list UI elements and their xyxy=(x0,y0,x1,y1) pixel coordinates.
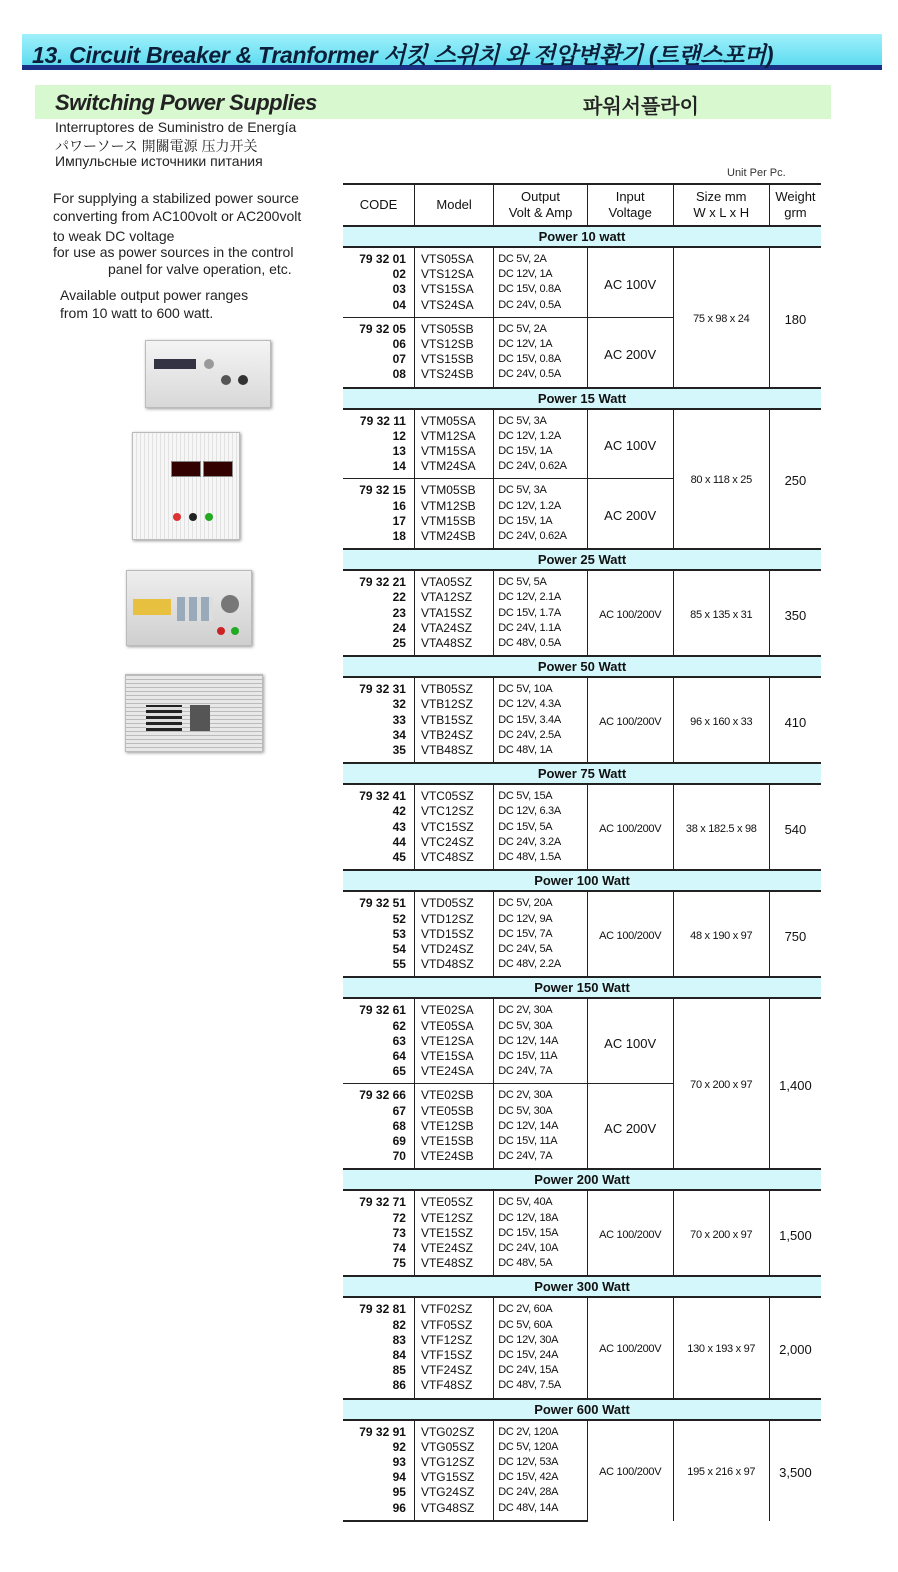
output-cell: DC 5V, 60A xyxy=(494,1318,588,1333)
header-label: Input xyxy=(615,189,645,204)
code-cell: 84 xyxy=(392,1347,406,1362)
product-image-dual-display-supply xyxy=(132,432,240,540)
model-cell: VTG15SZ xyxy=(414,1470,493,1485)
model-cell: VTS05SB xyxy=(414,317,493,337)
output-cell: DC 5V, 10A xyxy=(494,677,588,697)
weight-cell: 410 xyxy=(769,677,821,763)
header-label: Output xyxy=(520,189,561,204)
power-section-title: Power 10 watt xyxy=(343,226,821,247)
model-cell: VTB05SZ xyxy=(414,677,493,697)
size-cell: 75 x 98 x 24 xyxy=(673,247,769,388)
model-cell: VTB24SZ xyxy=(414,728,493,743)
code-cell: 72 xyxy=(392,1210,406,1225)
model-cell: VTA12SZ xyxy=(414,590,493,605)
input-voltage-cell: AC 100/200V xyxy=(587,1297,673,1398)
model-cell: VTS15SB xyxy=(414,352,493,367)
weight-cell: 180 xyxy=(769,247,821,388)
weight-cell: 2,000 xyxy=(769,1297,821,1398)
model-cell: VTM12SB xyxy=(414,499,493,514)
output-cell: DC 2V, 30A xyxy=(494,998,588,1018)
output-cell: DC 24V, 0.62A xyxy=(494,459,588,479)
code-cell: 04 xyxy=(392,297,406,312)
product-image-enclosed-supply xyxy=(125,674,263,752)
model-cell: VTM15SB xyxy=(414,514,493,529)
model-cell: VTF05SZ xyxy=(414,1318,493,1333)
table-row xyxy=(343,784,821,804)
code-cell: 53 xyxy=(392,926,406,941)
code-cell: 42 xyxy=(392,804,406,819)
output-cell: DC 15V, 11A xyxy=(494,1049,588,1064)
size-cell: 70 x 200 x 97 xyxy=(673,998,769,1169)
code-cell: 74 xyxy=(392,1240,406,1255)
code-cell: 73 xyxy=(392,1225,406,1240)
model-cell: VTE05SB xyxy=(414,1104,493,1119)
description-line: panel for valve operation, etc. xyxy=(108,261,292,277)
size-cell: 85 x 135 x 31 xyxy=(673,570,769,656)
code-cell: 64 xyxy=(392,1048,406,1063)
model-cell: VTF48SZ xyxy=(414,1378,493,1398)
output-cell: DC 12V, 6.3A xyxy=(494,804,588,819)
output-cell: DC 5V, 20A xyxy=(494,891,588,911)
model-cell: VTM15SA xyxy=(414,444,493,459)
model-cell: VTE05SZ xyxy=(414,1190,493,1210)
code-cell: 79 32 61 xyxy=(359,1003,406,1018)
description-line: for use as power sources in the control xyxy=(53,244,294,260)
model-cell: VTM24SA xyxy=(414,459,493,479)
product-image-bench-supply xyxy=(145,340,271,408)
column-header-model xyxy=(414,184,493,226)
size-cell: 48 x 190 x 97 xyxy=(673,891,769,977)
output-cell: DC 5V, 30A xyxy=(494,1019,588,1034)
code-cell: 95 xyxy=(392,1485,406,1500)
model-cell: VTG48SZ xyxy=(414,1501,493,1521)
model-cell: VTF12SZ xyxy=(414,1333,493,1348)
output-cell: DC 2V, 60A xyxy=(494,1297,588,1317)
input-voltage-cell: AC 100V xyxy=(587,998,673,1084)
code-cell: 83 xyxy=(392,1332,406,1347)
subtitle-russian: Импульсные источники питания xyxy=(55,153,263,169)
code-cell: 22 xyxy=(392,590,406,605)
output-cell: DC 15V, 15A xyxy=(494,1226,588,1241)
weight-cell: 750 xyxy=(769,891,821,977)
code-cell: 69 xyxy=(392,1133,406,1148)
header-label: Volt & Amp xyxy=(508,205,573,220)
model-cell: VTG02SZ xyxy=(414,1420,493,1440)
weight-cell: 540 xyxy=(769,784,821,870)
size-cell: 195 x 216 x 97 xyxy=(673,1420,769,1521)
input-voltage-cell: AC 100/200V xyxy=(587,1420,673,1521)
input-voltage-cell: AC 100/200V xyxy=(587,677,673,763)
code-cell: 33 xyxy=(392,712,406,727)
code-cell: 08 xyxy=(392,367,406,382)
code-cell: 07 xyxy=(392,352,406,367)
output-cell: DC 24V, 15A xyxy=(494,1363,588,1378)
code-cell: 52 xyxy=(392,911,406,926)
power-section-title: Power 75 Watt xyxy=(343,763,821,784)
code-cell: 06 xyxy=(392,337,406,352)
input-voltage-cell: AC 100V xyxy=(587,409,673,479)
table-row xyxy=(343,677,821,697)
output-cell: DC 12V, 1.2A xyxy=(494,499,588,514)
output-cell: DC 2V, 30A xyxy=(494,1084,588,1104)
code-cell: 62 xyxy=(392,1018,406,1033)
code-cell: 79 32 31 xyxy=(359,682,406,697)
model-cell: VTS15SA xyxy=(414,282,493,297)
model-cell: VTB48SZ xyxy=(414,743,493,763)
input-voltage-cell: AC 200V xyxy=(587,479,673,549)
power-section-header xyxy=(343,763,821,784)
output-cell: DC 48V, 14A xyxy=(494,1501,588,1521)
model-cell: VTE15SA xyxy=(414,1049,493,1064)
code-cell: 70 xyxy=(392,1149,406,1164)
column-header-weight xyxy=(769,184,821,226)
output-cell: DC 24V, 3.2A xyxy=(494,835,588,850)
table-row xyxy=(343,409,821,429)
size-cell: 38 x 182.5 x 98 xyxy=(673,784,769,870)
output-cell: DC 12V, 4.3A xyxy=(494,697,588,712)
input-voltage-cell: AC 100/200V xyxy=(587,891,673,977)
code-cell: 79 32 41 xyxy=(359,789,406,804)
model-cell: VTS12SA xyxy=(414,267,493,282)
code-cell: 23 xyxy=(392,605,406,620)
output-cell: DC 12V, 9A xyxy=(494,912,588,927)
output-cell: DC 48V, 2.2A xyxy=(494,957,588,977)
header-label: CODE xyxy=(359,197,398,212)
table-row xyxy=(343,570,821,590)
power-section-header xyxy=(343,1399,821,1420)
power-section-header xyxy=(343,977,821,998)
output-cell: DC 48V, 0.5A xyxy=(494,636,588,656)
code-cell: 63 xyxy=(392,1033,406,1048)
input-voltage-cell: AC 200V xyxy=(587,317,673,387)
power-section-title: Power 150 Watt xyxy=(343,977,821,998)
model-cell: VTM12SA xyxy=(414,429,493,444)
model-cell: VTE02SA xyxy=(414,998,493,1018)
model-cell: VTS24SB xyxy=(414,367,493,387)
code-cell: 79 32 15 xyxy=(343,479,414,499)
code-cell: 79 32 11 xyxy=(359,413,406,428)
code-cell: 34 xyxy=(392,727,406,742)
code-cell: 43 xyxy=(392,819,406,834)
output-cell: DC 15V, 11A xyxy=(494,1134,588,1149)
section-title-en: Switching Power Supplies xyxy=(55,90,317,115)
model-cell: VTS24SA xyxy=(414,298,493,318)
output-cell: DC 15V, 0.8A xyxy=(494,352,588,367)
code-cell: 82 xyxy=(392,1317,406,1332)
table-row xyxy=(343,998,821,1018)
table-row xyxy=(343,247,821,267)
code-cell: 79 32 05 xyxy=(343,317,414,337)
output-cell: DC 12V, 2.1A xyxy=(494,590,588,605)
output-cell: DC 12V, 53A xyxy=(494,1455,588,1470)
output-cell: DC 12V, 30A xyxy=(494,1333,588,1348)
output-cell: DC 48V, 5A xyxy=(494,1256,588,1276)
output-cell: DC 48V, 7.5A xyxy=(494,1378,588,1398)
input-voltage-cell: AC 100/200V xyxy=(587,570,673,656)
model-cell: VTD24SZ xyxy=(414,942,493,957)
output-cell: DC 2V, 120A xyxy=(494,1420,588,1440)
model-cell: VTA05SZ xyxy=(414,570,493,590)
size-cell: 130 x 193 x 97 xyxy=(673,1297,769,1398)
output-cell: DC 5V, 40A xyxy=(494,1190,588,1210)
weight-cell: 1,400 xyxy=(769,998,821,1169)
output-cell: DC 5V, 2A xyxy=(494,317,588,337)
model-cell: VTE15SB xyxy=(414,1134,493,1149)
weight-cell: 1,500 xyxy=(769,1190,821,1276)
model-cell: VTC48SZ xyxy=(414,850,493,870)
column-header-output xyxy=(494,184,588,226)
header-label: Model xyxy=(436,197,472,212)
input-voltage-cell: AC 100/200V xyxy=(587,1190,673,1276)
model-cell: VTA24SZ xyxy=(414,621,493,636)
input-voltage-cell: AC 100V xyxy=(587,247,673,317)
model-cell: VTA48SZ xyxy=(414,636,493,656)
code-cell: 94 xyxy=(392,1470,406,1485)
code-cell: 54 xyxy=(392,941,406,956)
power-section-header xyxy=(343,656,821,677)
model-cell: VTM05SA xyxy=(414,409,493,429)
weight-cell: 250 xyxy=(769,409,821,550)
code-cell: 32 xyxy=(392,697,406,712)
table-row xyxy=(343,891,821,911)
section-title-band xyxy=(35,85,831,119)
size-cell: 80 x 118 x 25 xyxy=(673,409,769,550)
output-cell: DC 12V, 1A xyxy=(494,337,588,352)
code-cell: 79 32 71 xyxy=(359,1195,406,1210)
output-cell: DC 5V, 120A xyxy=(494,1440,588,1455)
range-line: from 10 watt to 600 watt. xyxy=(60,305,214,321)
output-cell: DC 15V, 1A xyxy=(494,444,588,459)
code-cell: 75 xyxy=(392,1256,406,1271)
column-header-input-voltage xyxy=(587,184,673,226)
model-cell: VTE24SB xyxy=(414,1149,493,1169)
model-cell: VTG12SZ xyxy=(414,1455,493,1470)
header-label: Voltage xyxy=(608,205,652,220)
model-cell: VTM05SB xyxy=(414,479,493,499)
power-section-title: Power 200 Watt xyxy=(343,1169,821,1190)
header-label: grm xyxy=(784,205,807,220)
output-cell: DC 15V, 1A xyxy=(494,514,588,529)
weight-cell: 350 xyxy=(769,570,821,656)
description-line: For supplying a stabilized power source xyxy=(53,190,299,206)
code-cell: 17 xyxy=(392,513,406,528)
section-title-ko: 파워서플라이 xyxy=(583,96,699,118)
weight-cell: 3,500 xyxy=(769,1420,821,1521)
code-cell: 79 32 81 xyxy=(359,1302,406,1317)
model-cell: VTD12SZ xyxy=(414,912,493,927)
output-cell: DC 24V, 28A xyxy=(494,1485,588,1500)
input-voltage-cell: AC 200V xyxy=(587,1084,673,1170)
model-cell: VTE05SA xyxy=(414,1019,493,1034)
output-cell: DC 24V, 0.5A xyxy=(494,367,588,387)
output-cell: DC 12V, 1A xyxy=(494,267,588,282)
output-cell: DC 5V, 3A xyxy=(494,409,588,429)
output-cell: DC 15V, 24A xyxy=(494,1348,588,1363)
unit-note: Unit Per Pc. xyxy=(727,167,786,179)
power-section-title: Power 600 Watt xyxy=(343,1399,821,1420)
code-cell: 03 xyxy=(392,282,406,297)
power-section-header xyxy=(343,1169,821,1190)
code-cell: 86 xyxy=(392,1378,406,1393)
code-cell: 79 32 51 xyxy=(359,896,406,911)
output-cell: DC 5V, 5A xyxy=(494,570,588,590)
column-header-code xyxy=(343,184,414,226)
output-cell: DC 15V, 7A xyxy=(494,927,588,942)
output-cell: DC 15V, 1.7A xyxy=(494,606,588,621)
product-image-programmable-supply xyxy=(126,570,252,646)
model-cell: VTC15SZ xyxy=(414,820,493,835)
code-cell: 92 xyxy=(392,1439,406,1454)
output-cell: DC 12V, 14A xyxy=(494,1119,588,1134)
output-cell: DC 5V, 15A xyxy=(494,784,588,804)
output-cell: DC 24V, 5A xyxy=(494,942,588,957)
subtitle-spanish: Interruptores de Suministro de Energía xyxy=(55,119,297,135)
output-cell: DC 24V, 2.5A xyxy=(494,728,588,743)
code-cell: 35 xyxy=(392,743,406,758)
model-cell: VTM24SB xyxy=(414,529,493,549)
output-cell: DC 5V, 30A xyxy=(494,1104,588,1119)
output-cell: DC 24V, 7A xyxy=(494,1149,588,1169)
model-cell: VTB15SZ xyxy=(414,713,493,728)
model-cell: VTE15SZ xyxy=(414,1226,493,1241)
code-cell: 45 xyxy=(392,850,406,865)
model-cell: VTC24SZ xyxy=(414,835,493,850)
output-cell: DC 24V, 0.62A xyxy=(494,529,588,549)
model-cell: VTF24SZ xyxy=(414,1363,493,1378)
code-cell: 79 32 21 xyxy=(359,575,406,590)
model-cell: VTC12SZ xyxy=(414,804,493,819)
model-cell: VTB12SZ xyxy=(414,697,493,712)
code-cell: 93 xyxy=(392,1454,406,1469)
output-cell: DC 24V, 1.1A xyxy=(494,621,588,636)
table-row xyxy=(343,1297,821,1317)
table-header-row xyxy=(343,184,821,226)
model-cell: VTC05SZ xyxy=(414,784,493,804)
power-section-header xyxy=(343,388,821,409)
output-cell: DC 15V, 0.8A xyxy=(494,282,588,297)
output-cell: DC 15V, 42A xyxy=(494,1470,588,1485)
power-section-title: Power 15 Watt xyxy=(343,388,821,409)
table-row xyxy=(343,1420,821,1440)
code-cell: 44 xyxy=(392,834,406,849)
table-row xyxy=(343,1190,821,1210)
description-line: to weak DC voltage xyxy=(53,228,175,244)
code-cell: 67 xyxy=(392,1103,406,1118)
model-cell: VTE12SZ xyxy=(414,1211,493,1226)
model-cell: VTE48SZ xyxy=(414,1256,493,1276)
code-cell: 85 xyxy=(392,1363,406,1378)
model-cell: VTA15SZ xyxy=(414,606,493,621)
code-cell: 13 xyxy=(392,444,406,459)
model-cell: VTE12SB xyxy=(414,1119,493,1134)
model-cell: VTE24SZ xyxy=(414,1241,493,1256)
model-cell: VTS05SA xyxy=(414,247,493,267)
power-section-header xyxy=(343,226,821,247)
code-cell: 68 xyxy=(392,1118,406,1133)
power-section-title: Power 25 Watt xyxy=(343,549,821,570)
input-voltage-cell: AC 100/200V xyxy=(587,784,673,870)
code-cell: 16 xyxy=(392,498,406,513)
range-line: Available output power ranges xyxy=(60,287,249,303)
output-cell: DC 48V, 1A xyxy=(494,743,588,763)
power-section-header xyxy=(343,870,821,891)
model-cell: VTF02SZ xyxy=(414,1297,493,1317)
code-cell: 96 xyxy=(343,1501,414,1521)
specs-table xyxy=(343,183,821,1522)
header-label: Size mm xyxy=(695,189,747,204)
chapter-title: 13. Circuit Breaker & Tranformer 서킷 스위치 와 전압변환기 (트랜스포머) xyxy=(32,42,774,68)
column-header-size xyxy=(673,184,769,226)
output-cell: DC 24V, 10A xyxy=(494,1241,588,1256)
model-cell: VTG24SZ xyxy=(414,1485,493,1500)
output-cell: DC 12V, 14A xyxy=(494,1034,588,1049)
code-cell: 12 xyxy=(392,428,406,443)
code-cell: 24 xyxy=(392,620,406,635)
header-label: Weight xyxy=(775,189,816,204)
power-section-header xyxy=(343,549,821,570)
code-cell: 18 xyxy=(392,529,406,544)
code-cell: 79 32 01 xyxy=(359,252,406,266)
output-cell: DC 12V, 18A xyxy=(494,1211,588,1226)
description-line: converting from AC100volt or AC200volt xyxy=(53,208,302,224)
chapter-title-bar xyxy=(22,34,882,70)
model-cell: VTS12SB xyxy=(414,337,493,352)
model-cell: VTG05SZ xyxy=(414,1440,493,1455)
model-cell: VTD48SZ xyxy=(414,957,493,977)
model-cell: VTE24SA xyxy=(414,1064,493,1084)
power-section-title: Power 300 Watt xyxy=(343,1276,821,1297)
output-cell: DC 24V, 0.5A xyxy=(494,298,588,318)
output-cell: DC 12V, 1.2A xyxy=(494,429,588,444)
power-section-title: Power 100 Watt xyxy=(343,870,821,891)
code-cell: 79 32 91 xyxy=(359,1424,406,1439)
code-cell: 79 32 66 xyxy=(343,1084,414,1104)
output-cell: DC 5V, 3A xyxy=(494,479,588,499)
output-cell: DC 24V, 7A xyxy=(494,1064,588,1084)
power-section-header xyxy=(343,1276,821,1297)
code-cell: 02 xyxy=(392,267,406,282)
output-cell: DC 5V, 2A xyxy=(494,247,588,267)
code-cell: 65 xyxy=(392,1064,406,1079)
model-cell: VTF15SZ xyxy=(414,1348,493,1363)
output-cell: DC 48V, 1.5A xyxy=(494,850,588,870)
header-label: W x L x H xyxy=(693,205,750,220)
model-cell: VTD05SZ xyxy=(414,891,493,911)
power-section-title: Power 50 Watt xyxy=(343,656,821,677)
model-cell: VTE12SA xyxy=(414,1034,493,1049)
code-cell: 55 xyxy=(392,957,406,972)
output-cell: DC 15V, 3.4A xyxy=(494,713,588,728)
output-cell: DC 15V, 5A xyxy=(494,820,588,835)
code-cell: 14 xyxy=(392,459,406,474)
size-cell: 96 x 160 x 33 xyxy=(673,677,769,763)
model-cell: VTE02SB xyxy=(414,1084,493,1104)
model-cell: VTD15SZ xyxy=(414,927,493,942)
code-cell: 25 xyxy=(392,636,406,651)
size-cell: 70 x 200 x 97 xyxy=(673,1190,769,1276)
subtitle-asian: パワーソース 開關電源 压力开关 xyxy=(55,138,258,154)
